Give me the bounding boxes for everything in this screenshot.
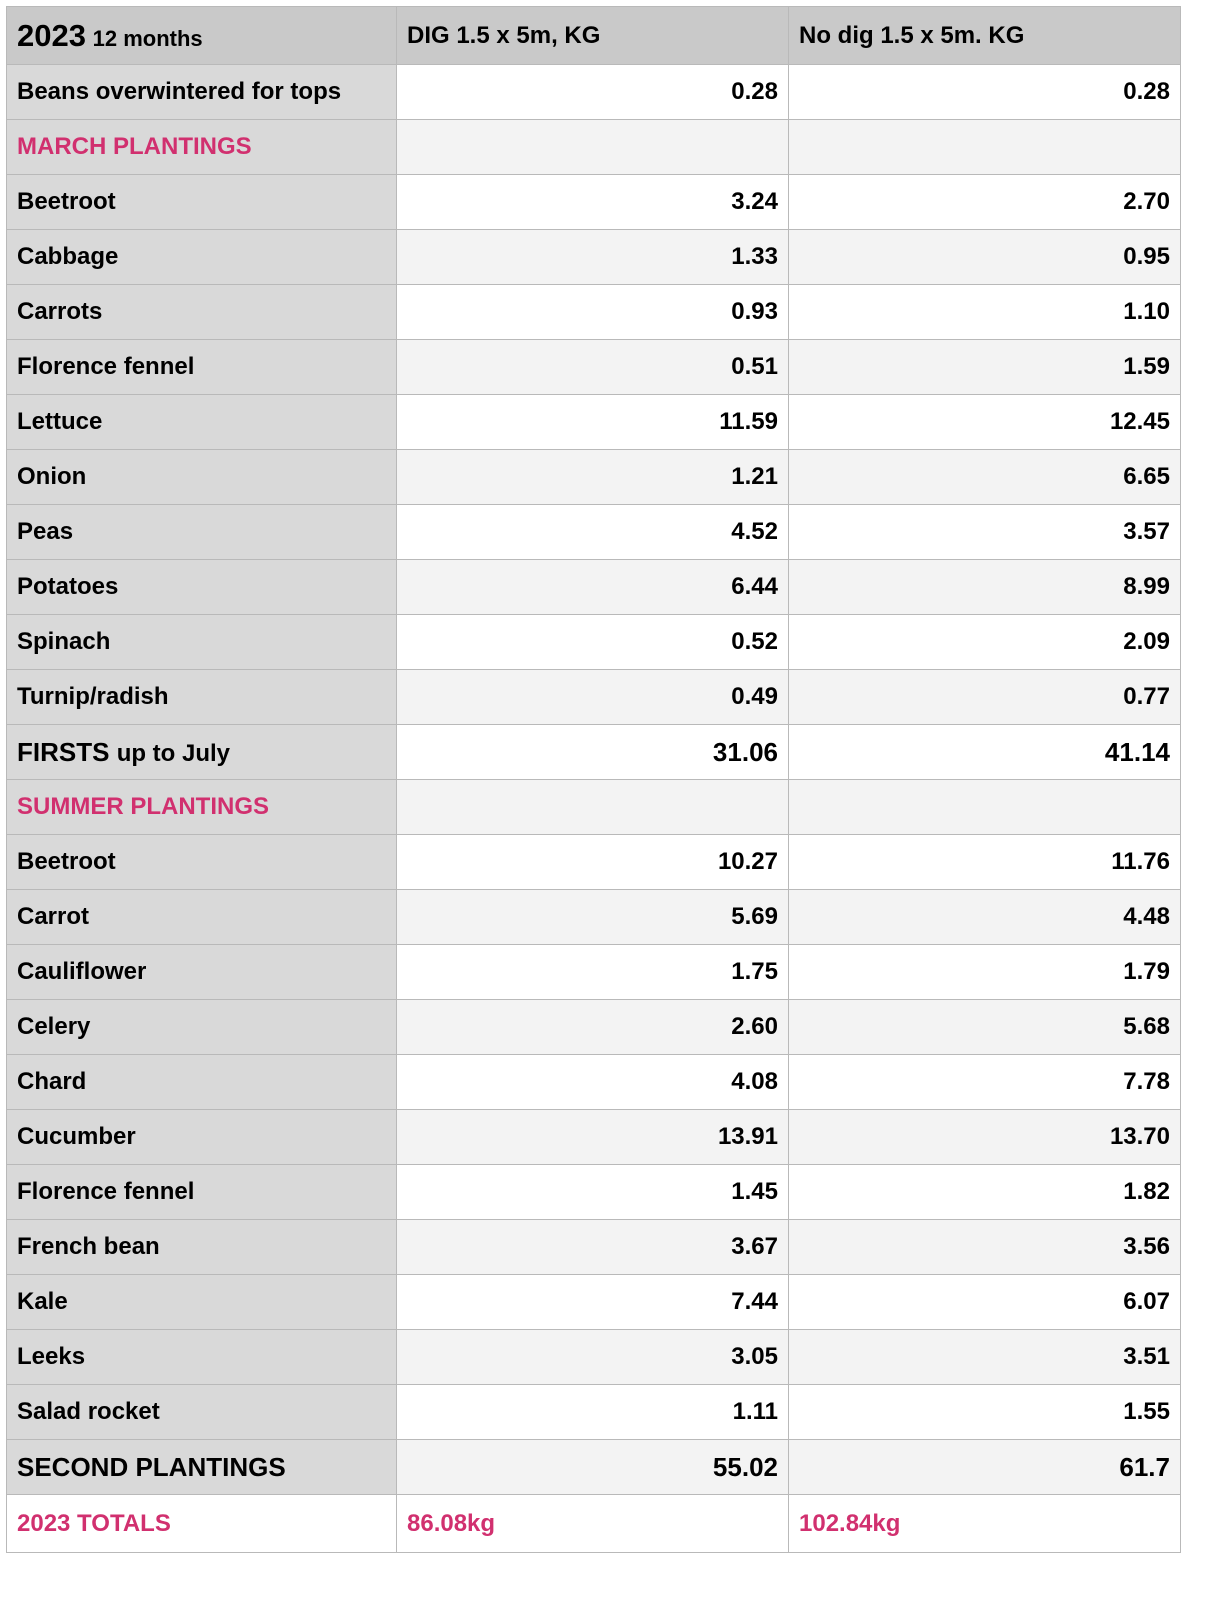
dig-value: 0.52 [397, 615, 789, 670]
row-label: Cucumber [7, 1110, 397, 1165]
nodig-value: 6.65 [789, 450, 1181, 505]
nodig-value: 3.56 [789, 1220, 1181, 1275]
nodig-value: 1.55 [789, 1385, 1181, 1440]
section-row [7, 780, 1181, 835]
dig-value: 3.67 [397, 1220, 789, 1275]
nodig-value: 13.70 [789, 1110, 1181, 1165]
table-row [7, 175, 1181, 230]
nodig-value: 3.51 [789, 1330, 1181, 1385]
table-row [7, 1275, 1181, 1330]
row-label: Florence fennel [7, 1165, 397, 1220]
table-footer [7, 1495, 1181, 1553]
row-label: Carrots [7, 285, 397, 340]
dig-value: 0.49 [397, 670, 789, 725]
nodig-value: 1.82 [789, 1165, 1181, 1220]
totals-label: 2023 TOTALS [7, 1495, 397, 1553]
header-row [7, 7, 1181, 65]
table-row [7, 1000, 1181, 1055]
row-label: Potatoes [7, 560, 397, 615]
row-label: Spinach [7, 615, 397, 670]
section-label: SUMMER PLANTINGS [7, 780, 397, 835]
dig-value: 13.91 [397, 1110, 789, 1165]
subtotal-row [7, 1440, 1181, 1495]
row-label: Kale [7, 1275, 397, 1330]
nodig-value [789, 780, 1181, 835]
table-row [7, 1165, 1181, 1220]
header-year: 2023 [17, 17, 86, 53]
row-label: Leeks [7, 1330, 397, 1385]
table-body [7, 65, 1181, 1495]
nodig-value [789, 120, 1181, 175]
subtotal-label: FIRSTS [17, 736, 110, 767]
table-row [7, 1110, 1181, 1165]
dig-value: 4.52 [397, 505, 789, 560]
dig-value: 2.60 [397, 1000, 789, 1055]
table-row [7, 1330, 1181, 1385]
row-label: Celery [7, 1000, 397, 1055]
yield-table [6, 6, 1181, 1553]
nodig-total: 102.84kg [789, 1495, 1181, 1553]
table-row [7, 230, 1181, 285]
dig-value: 1.21 [397, 450, 789, 505]
row-label: Beans overwintered for tops [7, 65, 397, 120]
nodig-value: 0.77 [789, 670, 1181, 725]
nodig-subtotal: 61.7 [789, 1440, 1181, 1495]
nodig-value: 1.10 [789, 285, 1181, 340]
header-year-cell [7, 7, 397, 65]
dig-value: 1.75 [397, 945, 789, 1000]
nodig-value: 1.79 [789, 945, 1181, 1000]
dig-subtotal: 55.02 [397, 1440, 789, 1495]
nodig-value: 8.99 [789, 560, 1181, 615]
header-period: 12 months [92, 25, 203, 51]
nodig-subtotal: 41.14 [789, 725, 1181, 780]
dig-value: 7.44 [397, 1275, 789, 1330]
dig-value: 5.69 [397, 890, 789, 945]
row-label: Chard [7, 1055, 397, 1110]
dig-value: 1.45 [397, 1165, 789, 1220]
row-label: Carrot [7, 890, 397, 945]
row-label: French bean [7, 1220, 397, 1275]
row-label: Cabbage [7, 230, 397, 285]
dig-value: 0.93 [397, 285, 789, 340]
table-row [7, 560, 1181, 615]
section-row [7, 120, 1181, 175]
table-row [7, 1385, 1181, 1440]
table-row [7, 1055, 1181, 1110]
dig-value: 1.33 [397, 230, 789, 285]
nodig-value: 6.07 [789, 1275, 1181, 1330]
dig-value: 0.28 [397, 65, 789, 120]
row-label: Turnip/radish [7, 670, 397, 725]
table-row [7, 835, 1181, 890]
subtotal-label-suffix: up to July [116, 739, 231, 767]
row-label: Beetroot [7, 835, 397, 890]
row-label: Florence fennel [7, 340, 397, 395]
table-row [7, 340, 1181, 395]
nodig-value: 4.48 [789, 890, 1181, 945]
nodig-value: 11.76 [789, 835, 1181, 890]
nodig-value: 7.78 [789, 1055, 1181, 1110]
header-nodig: No dig 1.5 x 5m. KG [789, 7, 1181, 65]
nodig-value: 2.09 [789, 615, 1181, 670]
row-label: Lettuce [7, 395, 397, 450]
nodig-value: 5.68 [789, 1000, 1181, 1055]
subtotal-label: SECOND PLANTINGS [7, 1440, 397, 1495]
row-label: Peas [7, 505, 397, 560]
dig-value: 6.44 [397, 560, 789, 615]
nodig-value: 0.95 [789, 230, 1181, 285]
dig-value: 3.05 [397, 1330, 789, 1385]
table-row [7, 1220, 1181, 1275]
dig-value [397, 120, 789, 175]
dig-subtotal: 31.06 [397, 725, 789, 780]
table-row [7, 450, 1181, 505]
dig-value: 3.24 [397, 175, 789, 230]
nodig-value: 12.45 [789, 395, 1181, 450]
nodig-value: 0.28 [789, 65, 1181, 120]
table-row [7, 670, 1181, 725]
row-label: Salad rocket [7, 1385, 397, 1440]
table-row [7, 395, 1181, 450]
dig-value [397, 780, 789, 835]
nodig-value: 1.59 [789, 340, 1181, 395]
header-dig: DIG 1.5 x 5m, KG [397, 7, 789, 65]
table-header [7, 7, 1181, 65]
table-row [7, 65, 1181, 120]
subtotal-label-cell [7, 725, 397, 780]
table-row [7, 285, 1181, 340]
nodig-value: 3.57 [789, 505, 1181, 560]
table-row [7, 945, 1181, 1000]
row-label: Cauliflower [7, 945, 397, 1000]
dig-value: 10.27 [397, 835, 789, 890]
table-row [7, 505, 1181, 560]
nodig-value: 2.70 [789, 175, 1181, 230]
section-label: MARCH PLANTINGS [7, 120, 397, 175]
dig-value: 11.59 [397, 395, 789, 450]
dig-value: 0.51 [397, 340, 789, 395]
row-label: Onion [7, 450, 397, 505]
table-row [7, 890, 1181, 945]
dig-value: 4.08 [397, 1055, 789, 1110]
dig-value: 1.11 [397, 1385, 789, 1440]
subtotal-row [7, 725, 1181, 780]
table-row [7, 615, 1181, 670]
dig-total: 86.08kg [397, 1495, 789, 1553]
row-label: Beetroot [7, 175, 397, 230]
totals-row [7, 1495, 1181, 1553]
